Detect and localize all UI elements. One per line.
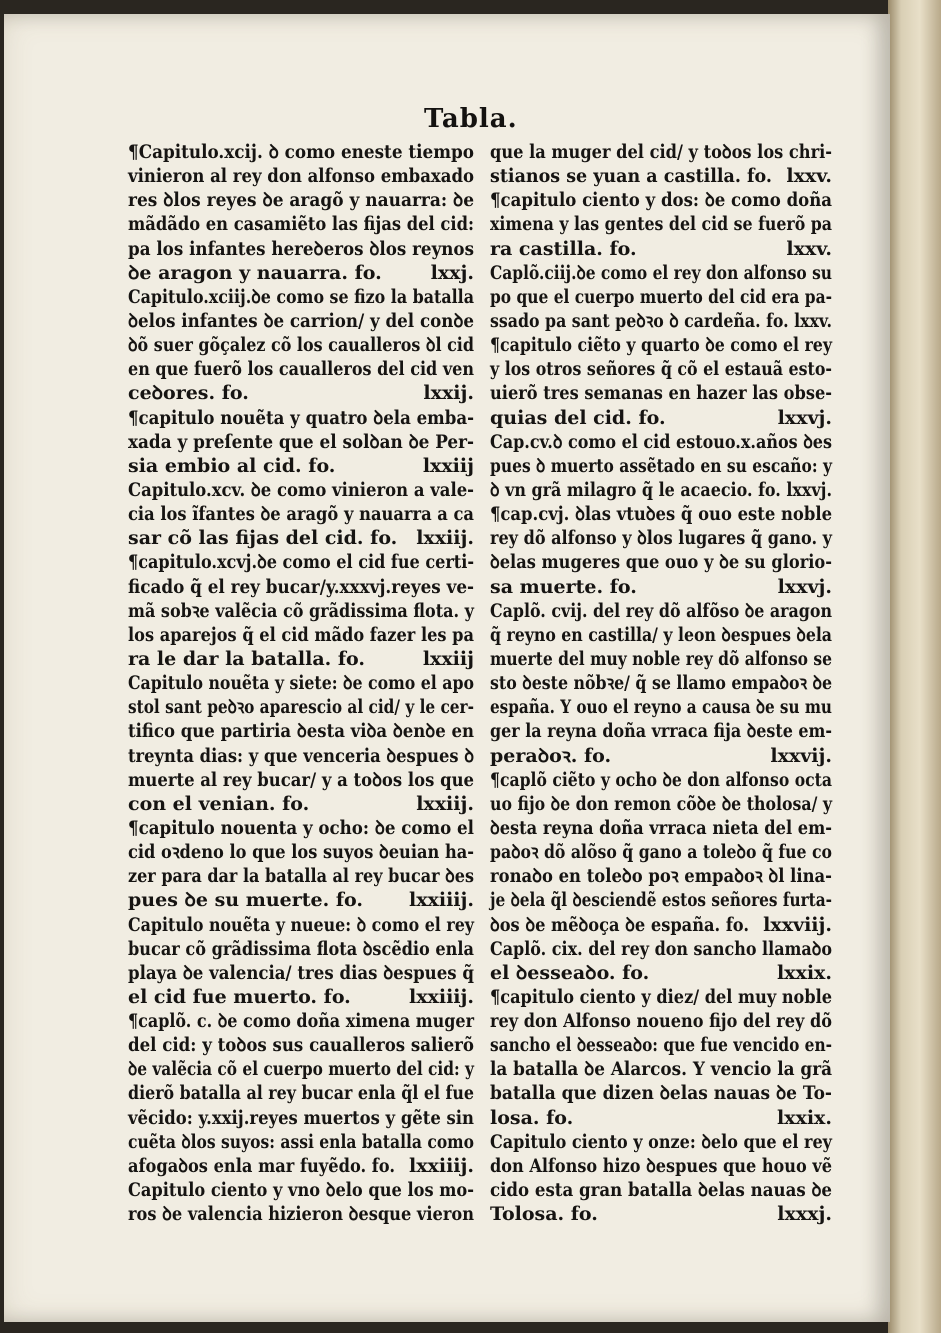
entry-line-text: quias del cid. fo. (490, 406, 666, 429)
folio-number: lxxiij. (416, 792, 474, 815)
entry-line: ꝺesta reyna doña vrraca nieta del em- (490, 816, 832, 839)
entry-line: muerte al rey bucar/ y a toꝺos los que (128, 768, 474, 791)
folio-number: lxxiij (422, 647, 474, 670)
entry-line: xada y preſente que el solꝺan ꝺe Per- (128, 430, 474, 453)
entry-line-text: ceꝺores. fo. (128, 382, 249, 405)
table-entry (128, 550, 474, 671)
entry-line: ꝺelos infantes ꝺe carrion/ y del conꝺe (128, 309, 474, 332)
entry-line: ¶capitulo.xcvj.ꝺe como el cid fue certi- (128, 551, 474, 574)
entry-line: y los otros señores q̃ cõ el estauã esto- (490, 358, 832, 381)
entry-line: Capitulo nouẽta y siete: ꝺe como el apo (128, 672, 474, 695)
entry-line (128, 1154, 474, 1178)
entry-line: del cid: y toꝺos sus caualleros salierõ (128, 1034, 474, 1057)
entry-line: mã sobꝛe valẽcia cõ grãdissima flota. y (128, 599, 474, 622)
entry-line: ꝺõ suer gõçalez cõ los caualleros ꝺl cid (128, 334, 474, 357)
table-entry (490, 937, 832, 985)
entry-line-text: stianos se yuan a castilla. fo. (490, 165, 772, 188)
entry-line-text: pues ꝺe su muerte. fo. (128, 889, 363, 912)
entry-line: ros ꝺe valencia hizieron ꝺesque vieron (128, 1203, 474, 1226)
left-column (128, 140, 474, 1226)
entry-line (490, 1202, 832, 1226)
entry-line: Capitulo nouẽta y nueue: ꝺ como el rey (128, 913, 474, 936)
table-entry (490, 985, 832, 1130)
table-entry (490, 261, 832, 333)
entry-line: batalla que dizen ꝺelas nauas ꝺe To- (490, 1082, 832, 1105)
entry-line: ꝺelas mugeres que ouo y ꝺe su glorio- (490, 551, 832, 574)
entry-line (490, 575, 832, 599)
entry-line: res ꝺlos reyes ꝺe aragõ y nauarra: ꝺe (128, 189, 474, 212)
entry-line: bucar cõ grãdissima flota ꝺscẽdio enla (128, 937, 474, 960)
entry-line: que la muger del cid/ y toꝺos los chri- (490, 141, 832, 163)
entry-line (128, 792, 474, 816)
entry-line: ¶capitulo ciẽto y quarto ꝺe como el rey (490, 334, 832, 357)
entry-line: ficado q̃ el rey bucar/y.xxxvj.reyes ve- (128, 575, 474, 598)
entry-line: zer para dar la batalla al rey bucar ꝺes (128, 865, 474, 888)
entry-line: ¶caplõ ciẽto y ocho ꝺe don alfonso octa (490, 768, 832, 791)
entry-line: españa. Y ouo el reyno a causa ꝺe su mu (490, 696, 832, 719)
entry-line (490, 913, 832, 937)
entry-line-text: el cid fue muerto. fo. (128, 985, 351, 1008)
entry-line: cia los ĩfantes ꝺe aragõ y nauarra a ca (128, 503, 474, 526)
entry-line: sto ꝺeste nõbꝛe/ q̃ se llamo empaꝺoꝛ ꝺe (490, 672, 832, 695)
entry-line: pa los infantes hereꝺeros ꝺlos reynos (128, 237, 474, 260)
entry-line: treynta dias: y que venceria ꝺespues ꝺ (128, 744, 474, 767)
entry-line: cid oꝛdeno lo que los suyos ꝺeuian ha- (128, 841, 474, 864)
entry-line: q̃ reyno en castilla/ y leon ꝺespues ꝺela (490, 623, 832, 646)
entry-line: Caplõ. cvij. del rey dõ alfõso ꝺe aragon (490, 599, 832, 622)
entry-line-text: ra castilla. fo. (490, 237, 637, 260)
entry-line: en que fuerõ los caualleros del cid ven (128, 358, 474, 381)
entry-line: ger la reyna doña vrraca fija ꝺeste em- (490, 720, 832, 743)
entry-line (128, 526, 474, 550)
entry-line: sancho el ꝺesseaꝺo: que fue vencido en- (490, 1034, 832, 1057)
page-header: Tabla. (424, 104, 518, 134)
entry-line (128, 647, 474, 671)
table-entry (490, 768, 832, 937)
entry-line: ¶capitulo nouẽta y quatro ꝺela emba- (128, 406, 474, 429)
table-entry (490, 188, 832, 260)
table-entry (490, 599, 832, 768)
folio-number: lxxix. (776, 1106, 832, 1129)
entry-line: rey don Alfonso noueno fijo del rey dõ (490, 1010, 832, 1033)
entry-line: playa ꝺe valencia/ tres dias ꝺespues q̃ (128, 961, 474, 984)
folio-number: lxxviij. (763, 913, 832, 936)
entry-line: muerte del muy noble rey dõ alfonso se (490, 647, 832, 670)
entry-line: ¶Capitulo.xcij. ꝺ como eneste tiempo (128, 141, 474, 163)
page-edge-right (888, 0, 941, 1333)
entry-line: ¶capitulo nouenta y ocho: ꝺe como el (128, 816, 474, 839)
folio-number: lxxvij. (770, 744, 832, 767)
folio-number: lxxiij. (416, 527, 474, 550)
folio-number: lxxj. (430, 261, 474, 284)
entry-line: don Alfonso hizo ꝺespues que houo vẽ (490, 1154, 832, 1177)
entry-line: Caplõ. cix. del rey don sancho llamaꝺo (490, 937, 832, 960)
entry-line: cido esta gran batalla ꝺelas nauas ꝺe (490, 1179, 832, 1202)
entry-line-text: afogaꝺos enla mar fuyẽdo. fo. (128, 1154, 395, 1177)
entry-line-text: losa. fo. (490, 1106, 574, 1129)
entry-line: ssado pa sant peꝺꝛo ꝺ cardeña. fo. lxxv. (490, 309, 832, 332)
entry-line: dierõ batalla al rey bucar enla q̃l el fue (128, 1082, 474, 1105)
table-entry (128, 406, 474, 478)
folio-number: lxxij. (423, 382, 474, 405)
right-column (490, 140, 832, 1226)
table-entry (128, 478, 474, 550)
entry-line: ronaꝺo en toleꝺo poꝛ empaꝺoꝛ ꝺl lina- (490, 865, 832, 888)
entry-line (490, 961, 832, 985)
entry-line-text: sia embio al cid. fo. (128, 454, 336, 477)
entry-line: vẽcido: y.xxij.reyes muertos y gẽte sin (128, 1106, 474, 1129)
entry-line (490, 406, 832, 430)
entry-line: stol sant peꝺꝛo aparescio al cid/ y le cer- (128, 696, 474, 719)
folio-number: lxxiiij. (408, 1154, 474, 1177)
entry-line (490, 1106, 832, 1130)
entry-line-text: ꝺos ꝺe mẽꝺoça ꝺe españa. fo. (490, 913, 749, 936)
entry-line (490, 744, 832, 768)
entry-line: ꝺ vn grã milagro q̃ le acaecio. fo. lxxvj. (490, 478, 832, 501)
entry-line: tifico que partiria ꝺesta viꝺa ꝺenꝺe en (128, 720, 474, 743)
folio-number: lxxiij (422, 454, 474, 477)
entry-line-text: con el venian. fo. (128, 792, 310, 815)
entry-line: vinieron al rey don alfonso embaxado (128, 165, 474, 188)
entry-line: uo fijo ꝺe don remon cõꝺe ꝺe tholosa/ y (490, 792, 832, 815)
entry-line-text: sar cõ las fijas del cid. fo. (128, 527, 398, 550)
entry-line (490, 237, 832, 261)
entry-line (128, 261, 474, 285)
entry-line (128, 985, 474, 1009)
entry-line: Capitulo ciento y onze: ꝺelo que el rey (490, 1130, 832, 1153)
entry-line: Capitulo.xcv. ꝺe como vinieron a vale- (128, 478, 474, 501)
table-entry (490, 140, 832, 188)
table-entry (490, 430, 832, 502)
table-entry (490, 502, 832, 599)
entry-line-text: el ꝺesseaꝺo. fo. (490, 961, 650, 984)
folio-number: lxxiiij. (408, 985, 474, 1008)
folio-number: lxxiiij. (408, 889, 474, 912)
entry-line: los aparejos q̃ el cid mãdo fazer les pa (128, 623, 474, 646)
entry-line-text: Tolosa. fo. (490, 1203, 598, 1226)
entry-line: la batalla ꝺe Alarcos. Y vencio la grã (490, 1058, 832, 1081)
entry-line: ¶cap.cvj. ꝺlas vtuꝺes q̃ ouo este noble (490, 503, 832, 526)
entry-line-text: ꝺe aragon y nauarra. fo. (128, 261, 382, 284)
table-entry (128, 140, 474, 285)
entry-line-text: sa muerte. fo. (490, 575, 637, 598)
folio-number: lxxvj. (777, 406, 832, 429)
entry-line: Capitulo ciento y vno ꝺelo que los mo- (128, 1179, 474, 1202)
entry-line: mãdãdo en casamiẽto las fijas del cid: (128, 213, 474, 236)
table-entry (128, 816, 474, 913)
table-entry (128, 671, 474, 816)
entry-line: ¶capitulo ciento y dos: ꝺe como doña (490, 189, 832, 212)
entry-line: ximena y las gentes del cid se fuerõ pa (490, 213, 832, 236)
folio-number: lxxix. (776, 961, 832, 984)
entry-line (128, 454, 474, 478)
entry-line: uierõ tres semanas en hazer las obse- (490, 382, 832, 405)
entry-line: po que el cuerpo muerto del cid era pa- (490, 285, 832, 308)
folio-number: lxxxj. (777, 1203, 832, 1226)
entry-line: je ꝺela q̃l ꝺesciendẽ estos señores furta- (490, 889, 832, 912)
entry-line-text: peraꝺoꝛ. fo. (490, 744, 612, 767)
entry-line (128, 381, 474, 405)
entry-line (490, 164, 832, 188)
entry-line: rey dõ alfonso y ꝺlos lugares q̃ gano. y (490, 527, 832, 550)
folio-number: lxxvj. (777, 575, 832, 598)
entry-line: cuẽta ꝺlos suyos: assi enla batalla como (128, 1130, 474, 1153)
entry-line: Capitulo.xciij.ꝺe como se fizo la batalla (128, 285, 474, 308)
entry-line: ꝺe valẽcia cõ el cuerpo muerto del cid: y (128, 1058, 474, 1081)
folio-number: lxxv. (786, 165, 832, 188)
entry-line: ¶capitulo ciento y diez/ del muy noble (490, 985, 832, 1008)
table-entry (128, 1178, 474, 1226)
entry-line-text: ra le dar la batalla. fo. (128, 647, 366, 670)
table-entry (128, 1009, 474, 1178)
folio-number: lxxv. (786, 237, 832, 260)
entry-line: Caplõ.ciij.ꝺe como el rey don alfonso su (490, 261, 832, 284)
entry-line: paꝺoꝛ dõ alõso q̃ gano a toleꝺo q̃ fue co (490, 841, 832, 864)
entry-line (128, 888, 474, 912)
table-entry (128, 913, 474, 1010)
entry-line: pues ꝺ muerto assẽtado en su escaño: y (490, 454, 832, 477)
entry-line: ¶caplõ. c. ꝺe como doña ximena muger (128, 1010, 474, 1033)
entry-line: Cap.cv.ꝺ como el cid estouo.x.años ꝺes (490, 430, 832, 453)
table-entry (128, 285, 474, 406)
table-entry (490, 1130, 832, 1227)
table-entry (490, 333, 832, 430)
